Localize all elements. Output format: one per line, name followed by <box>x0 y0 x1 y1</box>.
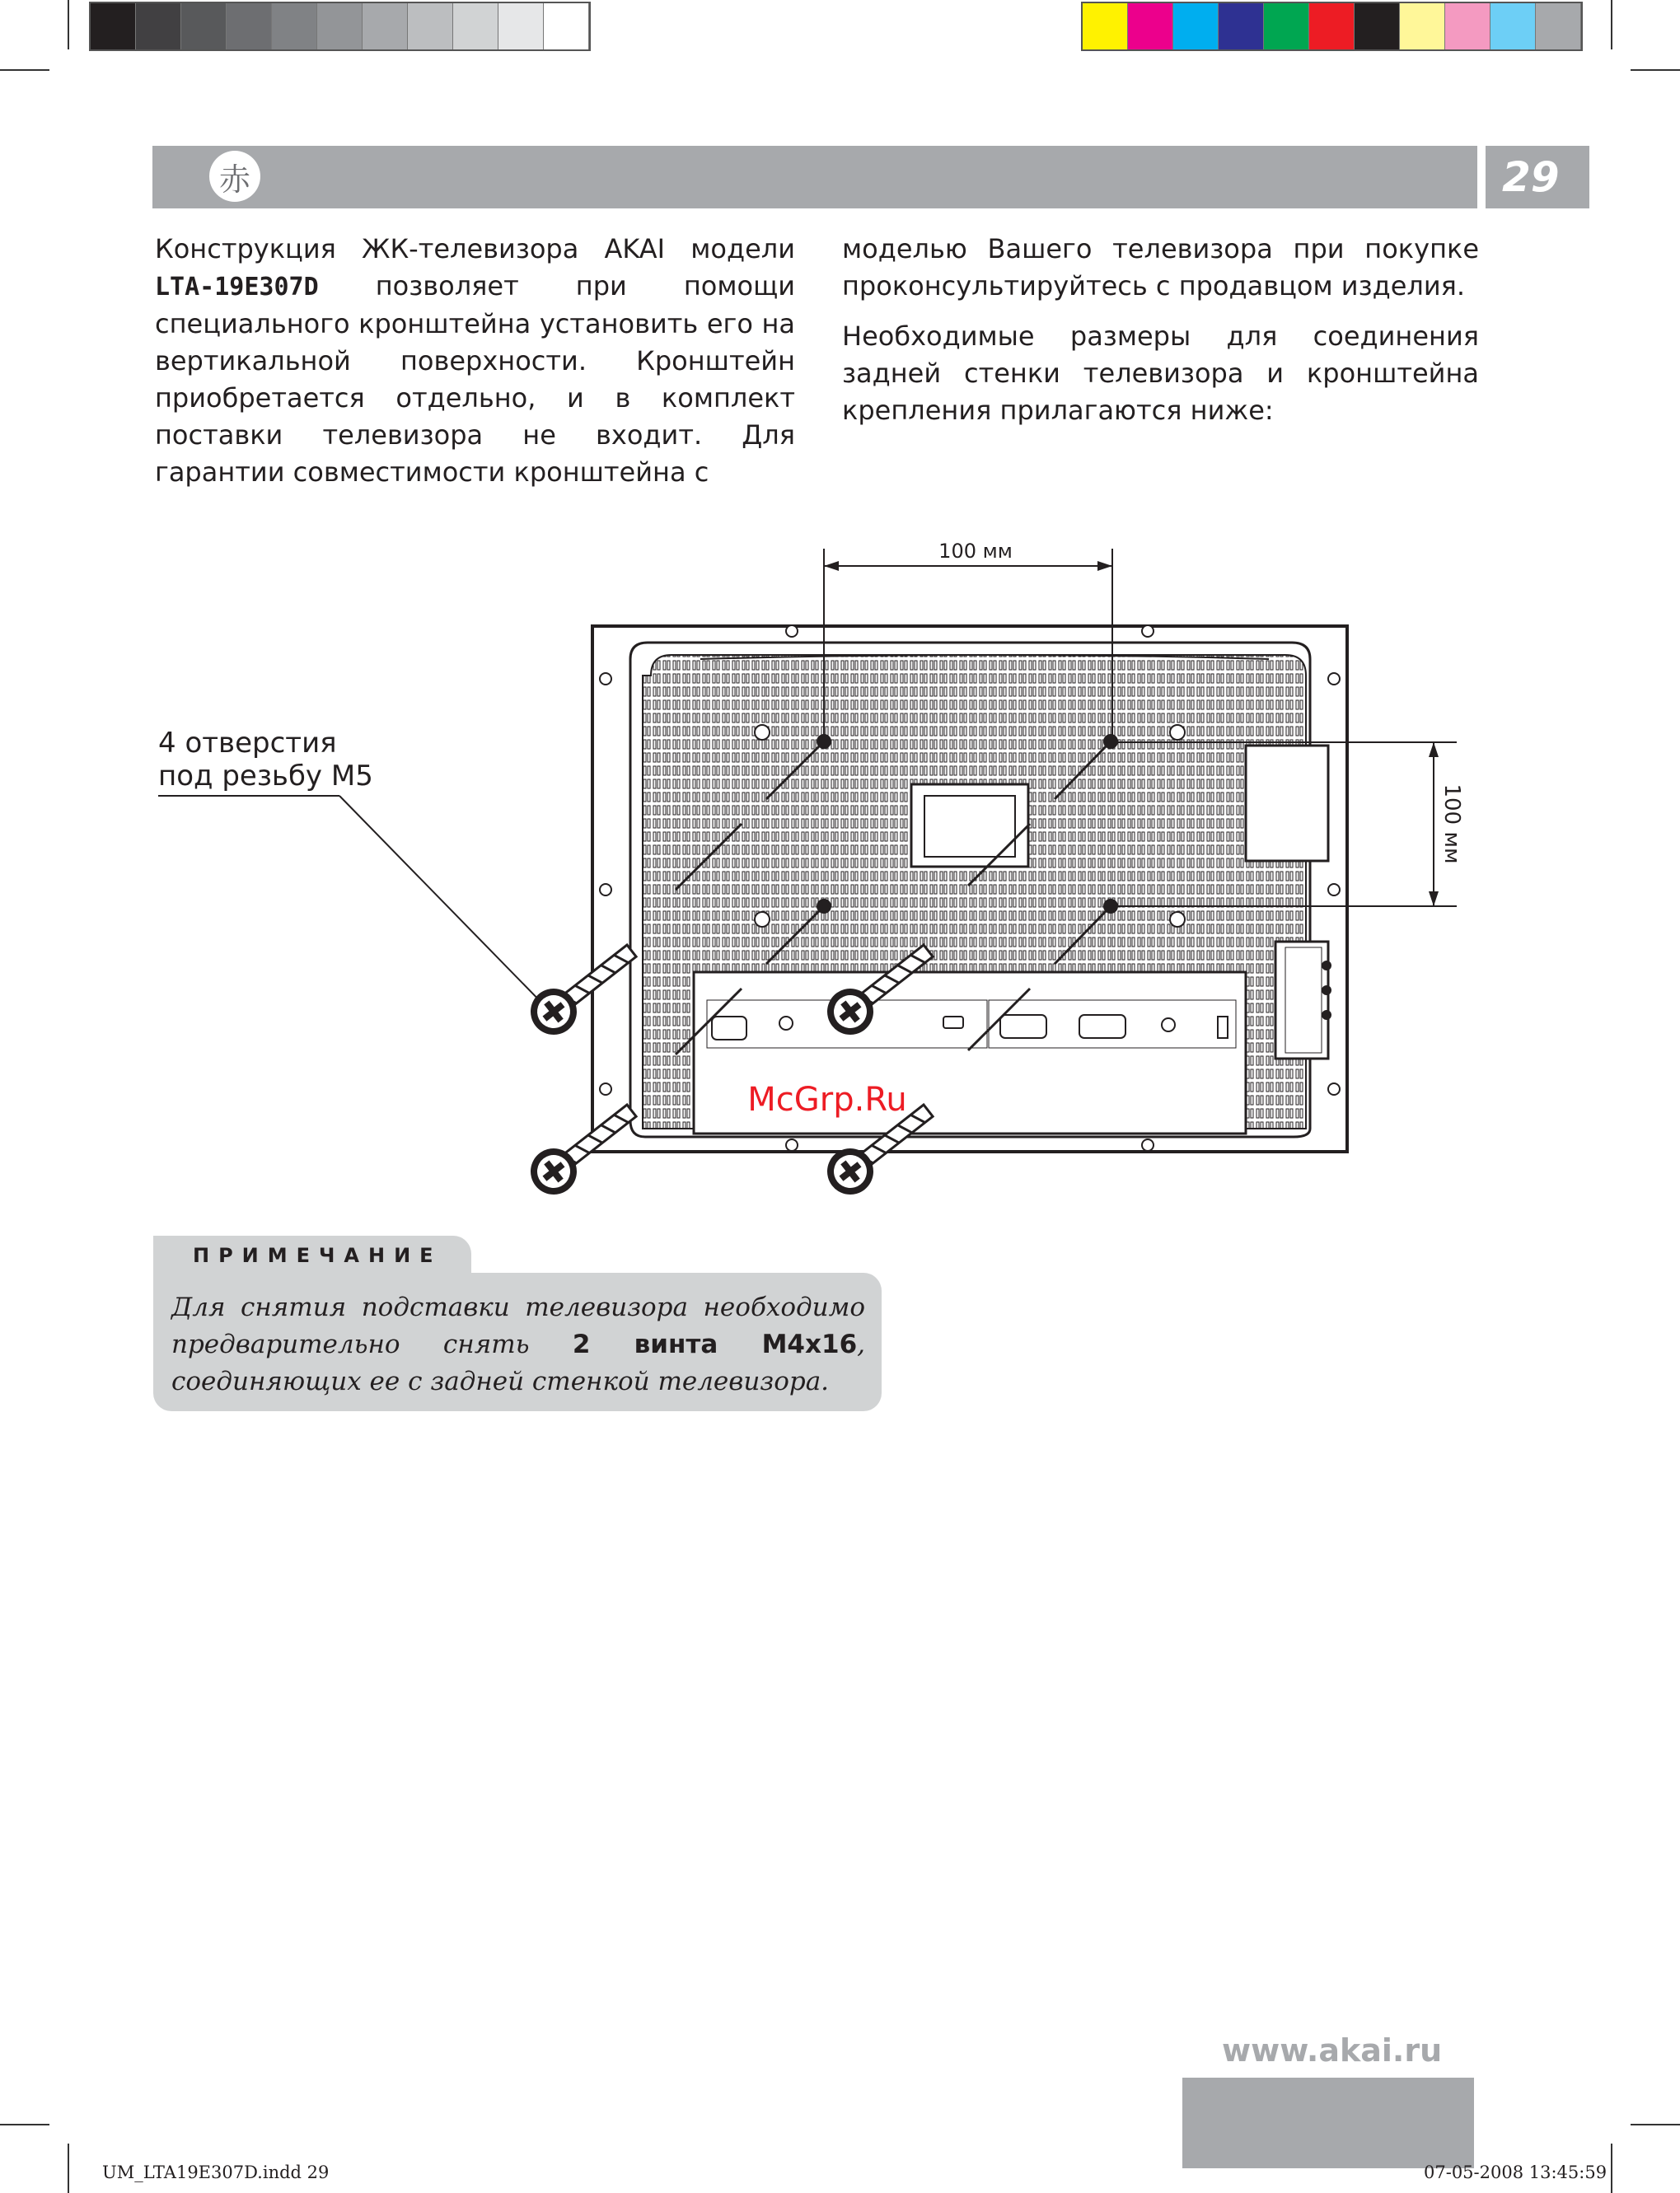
frame-screw <box>600 884 611 895</box>
note-text-start: Для снятия подставки телевизора необходимо предварительно снять <box>171 1293 865 1359</box>
label-line: 4 отверстия <box>158 727 337 760</box>
dimension-label-vertical: 100 мм <box>1439 783 1464 864</box>
footer-timestamp: 07-05-2008 13:45:59 <box>1424 2163 1607 2182</box>
note-title: ПРИМЕЧАНИЕ <box>193 1244 442 1267</box>
intro-paragraph: Необходимые размеры для соединения задней стенки телевизора и кронштейна крепления прилагаются ниже: <box>842 320 1479 426</box>
usb-port-icon <box>943 1017 963 1028</box>
power-input-box <box>1246 746 1328 861</box>
frame-screw <box>1328 673 1340 685</box>
frame-screw <box>786 1139 798 1151</box>
model-number: LTA-19E307D <box>155 273 319 302</box>
frame-screw <box>1142 625 1154 637</box>
side-button <box>1322 1010 1331 1020</box>
note-text <box>171 1289 865 1400</box>
page-number: 29 <box>1486 146 1589 208</box>
arrowhead <box>1429 742 1439 757</box>
frame-screw <box>600 1083 611 1095</box>
footer-gray-block <box>1182 2078 1474 2168</box>
frame-screw <box>600 673 611 685</box>
footer-filename: UM_LTA19E307D.indd 29 <box>102 2163 330 2182</box>
unused-hole <box>1170 725 1185 740</box>
label-line: под резьбу М5 <box>158 760 373 793</box>
dimension-label-horizontal: 100 мм <box>938 540 1013 563</box>
side-button <box>1322 961 1331 970</box>
antenna-port-icon <box>1162 1018 1175 1031</box>
side-button <box>1322 985 1331 995</box>
side-panel-inner <box>1285 947 1322 1053</box>
note-screw-spec: 2 винта M4x16 <box>572 1330 858 1359</box>
note-text-end: , соединяющих ее с задней стенкой телевизора. <box>171 1330 865 1396</box>
frame-screw <box>1328 884 1340 895</box>
frame-screw <box>786 625 798 637</box>
arrowhead <box>824 561 839 571</box>
arrowhead <box>1429 891 1439 906</box>
rating-label-inner <box>924 796 1015 857</box>
frame-screw <box>1328 1083 1340 1095</box>
intro-paragraph: моделью Вашего телевизора при покупке проконсультируйтесь с продавцом изделия. <box>842 233 1479 302</box>
vga-port-icon <box>712 1017 746 1040</box>
hdmi-port-icon <box>1000 1015 1046 1038</box>
akai-logo-icon: 赤 <box>209 151 260 202</box>
audio-jack-icon <box>779 1017 793 1030</box>
frame-screw <box>1142 1139 1154 1151</box>
intro-text-rest: позволяет при помощи специального кронштейна установить его на вертикальной поверхности. Кронштейн приобретается отдельно, и в комплект поставки телевизора не входит. Для гарантии совместимости кронштейна с <box>155 270 795 488</box>
intro-text-start: Конструкция ЖК-телевизора AKAI модели <box>155 233 795 264</box>
unused-hole <box>1170 912 1185 927</box>
unused-hole <box>755 912 770 927</box>
arrowhead <box>1097 561 1112 571</box>
unused-hole <box>755 725 770 740</box>
leader-line <box>339 796 550 1012</box>
watermark-text: McGrp.Ru <box>747 1081 907 1119</box>
website-link[interactable]: www.akai.ru <box>1222 2032 1443 2069</box>
scart-port-icon <box>1079 1015 1125 1038</box>
note-box <box>153 1273 882 1411</box>
headphone-port-icon <box>1218 1017 1228 1038</box>
